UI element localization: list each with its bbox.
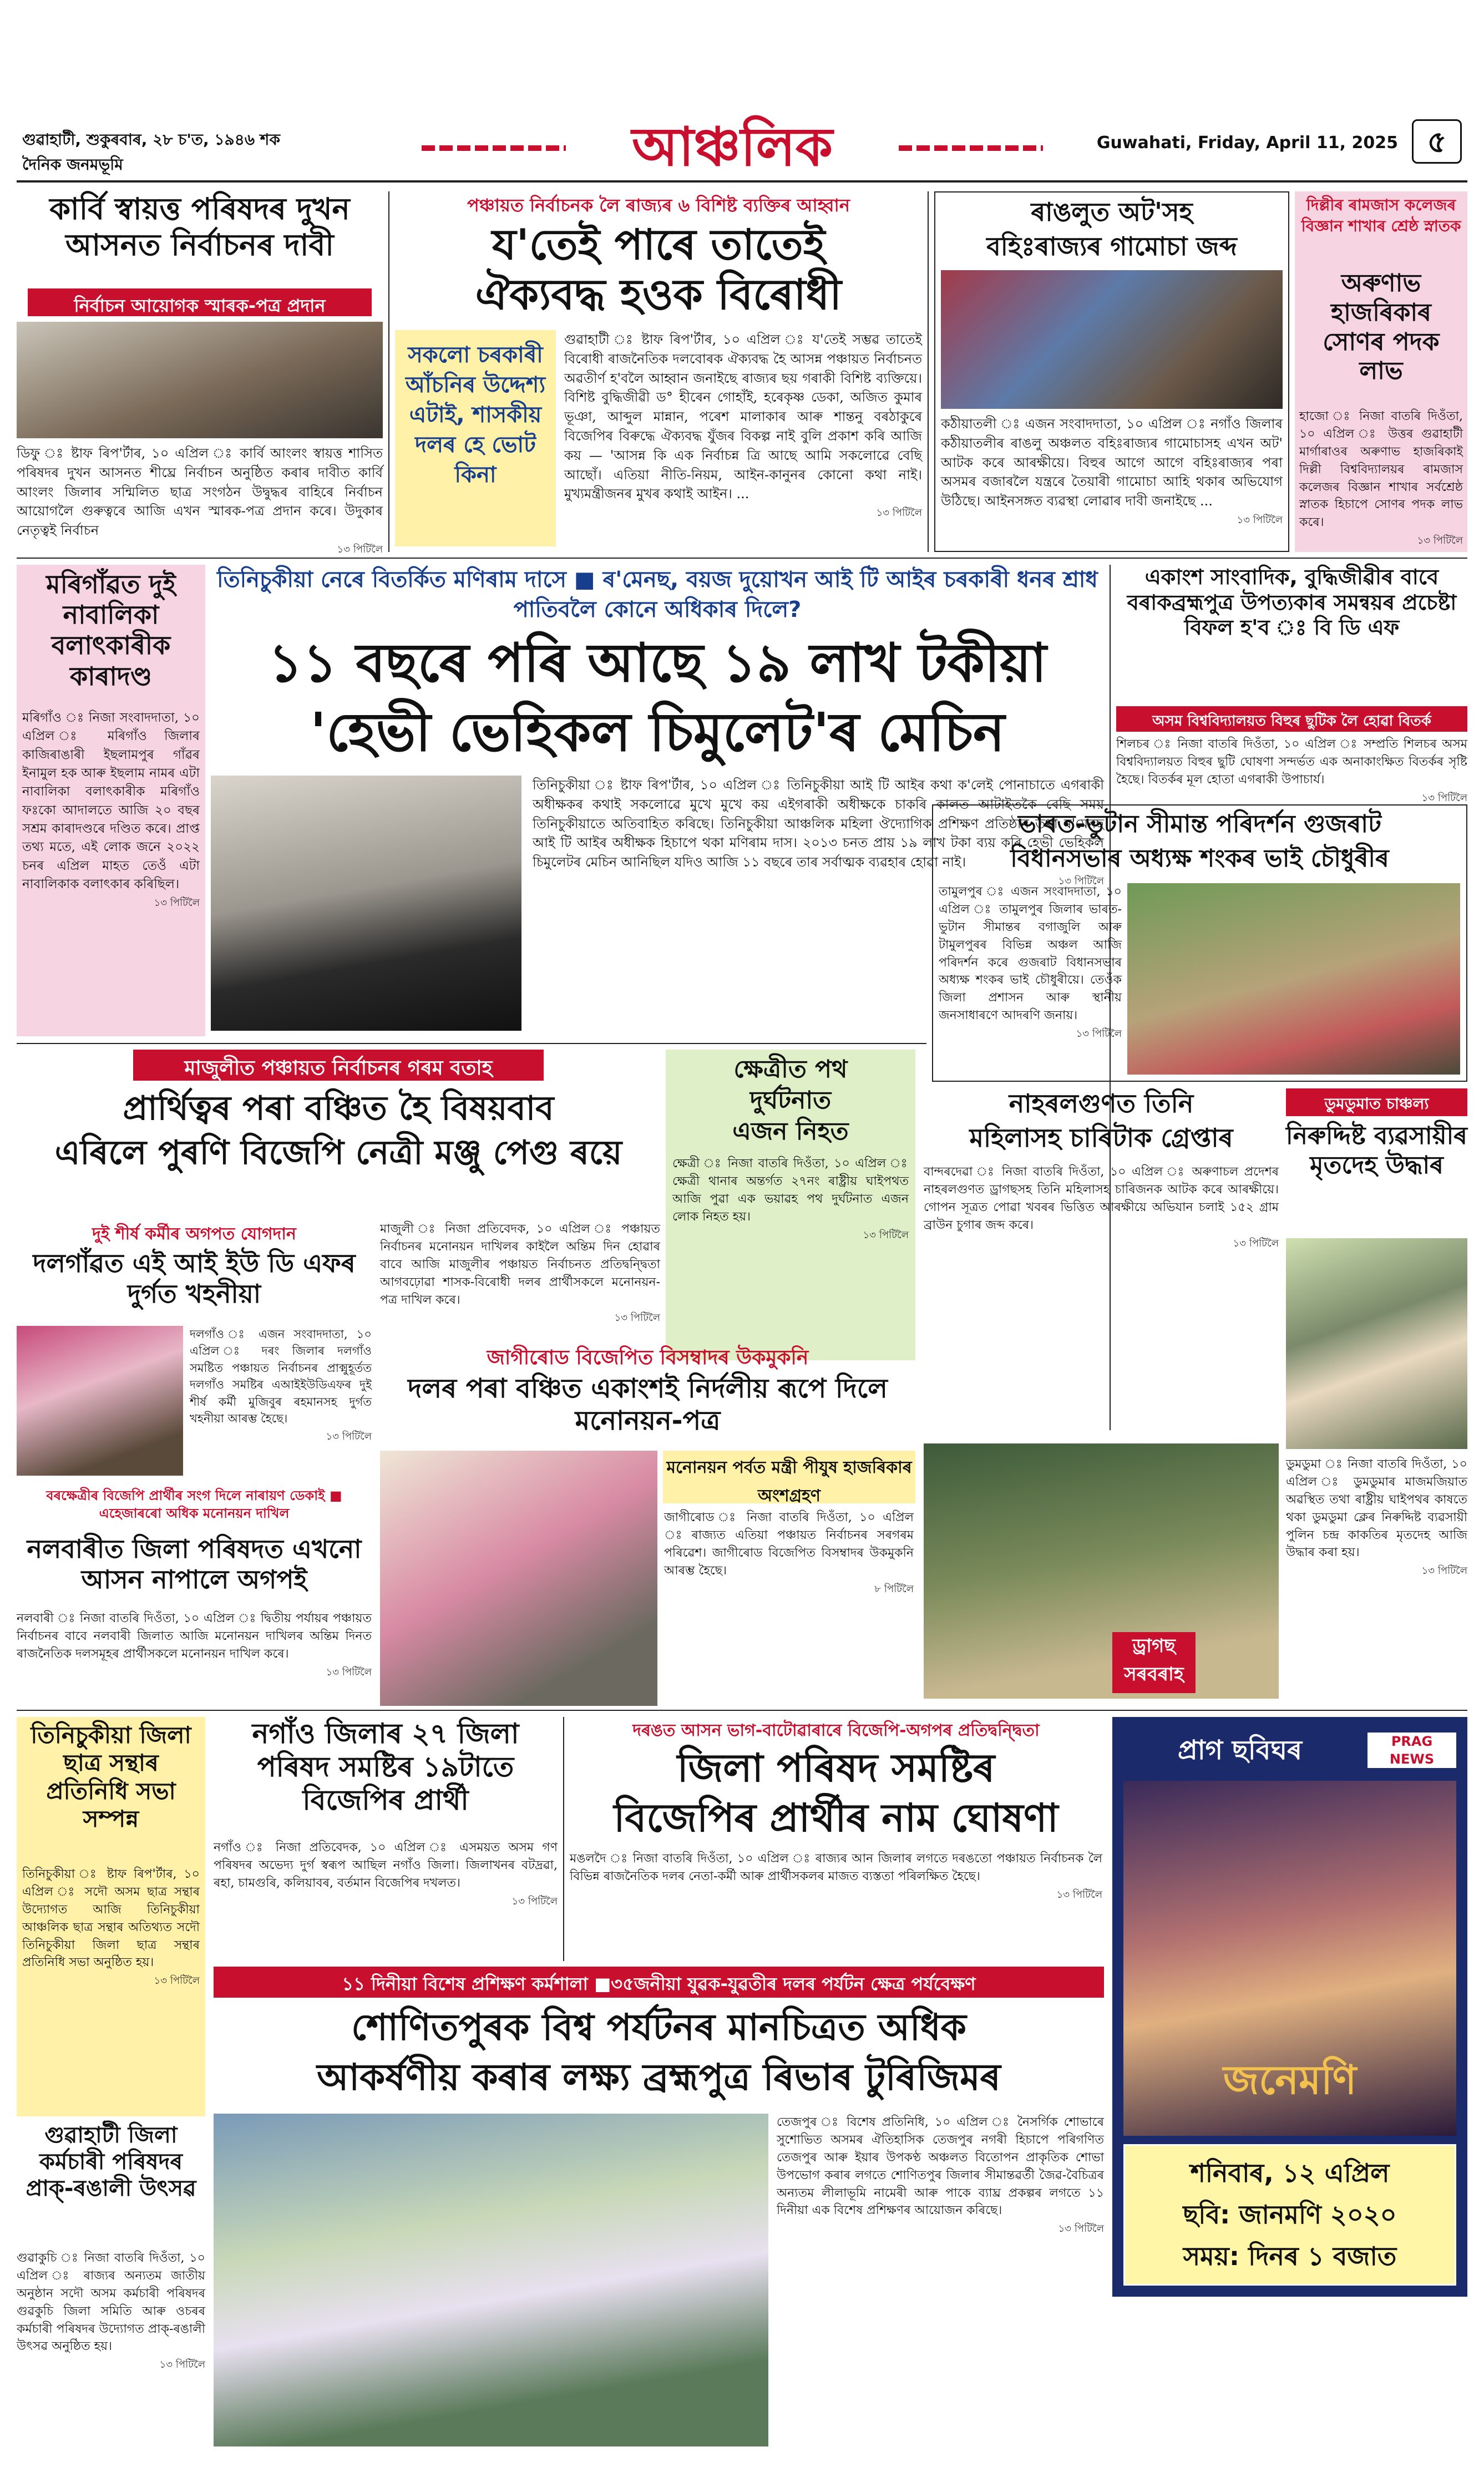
karmachari-body: গুৱাকুচি ঃ নিজা বাতৰি দিওঁতা, ১০ এপ্ৰিল ঃ ৰাজ্যৰ অন্যতম জাতীয় অনুষ্ঠান সদৌ অসম কৰ্মচাৰী পৰিষদৰ গুৱকুচি জিলা সমিতি আৰু ওচৰৰ কৰ্মচাৰী পৰিষদৰ উদ্যোগত প্ৰাক্-ৰঙালী উৎসৱ অনুষ্ঠিত হয়। ১৩ পিটিলৈ (17, 2251, 205, 2371)
arunabh-headline: অৰুণাভ হাজৰিকাৰ সোণৰ পদক লাভ (1323, 269, 1440, 386)
story-bhutan (932, 804, 1467, 1082)
jagiroad-headline: দলৰ পৰা বঞ্চিত একাংশই নিৰ্দলীয় ৰূপে দিলে মনোনয়ন-পত্ৰ (408, 1373, 888, 1436)
ad-show: ছবি: জানমণি ২০২০ (1183, 2200, 1397, 2230)
masthead-title: আঞ্চলিক (631, 116, 833, 178)
dumdooma-headline: নিৰুদ্দিষ্ট ব্যৱসায়ীৰ মৃতদেহ উদ্ধাৰ (1286, 1122, 1467, 1179)
nahar-tag-2: সৰবৰাহ (1124, 1663, 1184, 1685)
training-kicker: ১১ দিনীয়া বিশেষ প্ৰশিক্ষণ কৰ্মশালা ■৩৫জনীয়া যুৱক-যুৱতীৰ দলৰ পৰ্যটন ক্ষেত্ৰ পৰ্যবেক্ষণ (214, 1967, 1104, 1998)
tinsukia-students-headline: তিনিচুকীয়া জিলা ছাত্ৰ সন্থাৰ প্ৰতিনিধি সভা সম্পন্ন (31, 1721, 191, 1833)
nahar-tag (1112, 1632, 1196, 1693)
simulator-body: তিনিচুকীয়া ঃ ষ্টাফ ৰিপ'ৰ্টাৰ, ১০ এপ্ৰিল ঃ তিনিচুকীয়া আই টি আইৰ কথা ক'লেই পোনাচাতে এগৰাকী অধীক্ষকৰ কথাই সকলোৱে মুখে মুখে কয় এইগৰাকী অধীক্ষকে চাকৰি কালত আটাইতকৈ বেছি সময় তিনিচুকীয়াতে অতিবাহিত কৰিছে। তিনিচুকীয়া আঞ্চলিক মহিলা ঔদ্যোগিক প্ৰশিক্ষণ প্ৰতিষ্ঠান তথা ৰ'মেনছ আই টি আইৰ অধীক্ষক হিচাপে থকা মণিৰাম দাস। ২০১৩ চনত প্ৰায় ১৯ লাখ টকা ব্যয় কৰি হেভী ভেহিকল চিমুলেটৰ মেচিন আনিছিল যদিও আজি ১১ বছৰে তাৰ সৰ্বাত্মক ব্যৱহাৰ হোৱা নাই। ১৩ পিটিলৈ (533, 777, 1104, 887)
training-headline-1: শোণিতপুৰক বিশ্ব পৰ্যটনৰ মানচিত্ৰত অধিক (351, 2006, 966, 2049)
training-body: তেজপুৰ ঃ বিশেষ প্ৰতিনিধি, ১০ এপ্ৰিল ঃ নৈসৰ্গিক শোভাৰে সুশোভিত অসমৰ ঐতিহাসিক তেজপুৰ নগৰী হিচাপে পৰিগণিত তেজপুৰ আৰু ইয়াৰ উপকণ্ঠ অঞ্চলত বিতোপন প্ৰাকৃতিক শোভা উপভোগ কৰাৰ লগতে শোণিতপুৰ জিলাৰ সীমান্তৱৰ্তী জৈৱ-বৈচিত্ৰৰ অন্যতম লীলাভূমি নামেৰী আৰু পাকে ব্যাঘ্ৰ প্ৰকল্পৰ লগতে ১১ দিনীয়া এক বিশেষ প্ৰশিক্ষণৰ আয়োজন কৰিছে। ১৩ পিটিলৈ (777, 2115, 1104, 2235)
story-dumdooma (1286, 1088, 1467, 1704)
simulator-headline-2: 'হেভী ভেহিকল চিমুলেট'ৰ মেচিন (310, 701, 1005, 763)
ad-day: শনিবাৰ, ১২ এপ্ৰিল (1190, 2158, 1390, 2188)
story-nagaon-zp (214, 1717, 558, 1961)
row-rule (17, 1710, 1467, 1711)
date-english: Guwahati, Friday, April 11, 2025 (1096, 133, 1398, 153)
darrang-body: মঙলদৈ ঃ নিজা বাতৰি দিওঁতা, ১০ এপ্ৰিল ঃ ৰাজ্যৰ আন জিলাৰ লগতে দৰঙতো পঞ্চায়ত নিৰ্বাচনক লৈ বিভিন্ন ৰাজনৈতিক দলৰ নেতা-কৰ্মী আৰু প্ৰাৰ্থীসকলৰ মাজত ব্যস্ততা পৰিলক্ষিত হৈছে। ১৩ পিটিলৈ (570, 1852, 1102, 1901)
darrang-headline-1: জিলা পৰিষদ সমষ্টিৰ (677, 1745, 995, 1791)
karmachari-headline: গুৱাহাটী জিলা কৰ্মচাৰী পৰিষদৰ প্ৰাক্-ৰঙালী উৎসৱ (26, 2122, 196, 2201)
panchayat-headline-1: য'তেই পাৰে তাতেই (492, 220, 825, 269)
dalgaon-body: দলগাঁও ঃ এজন সংবাদদাতা, ১০ এপ্ৰিল ঃ দৰং জিলাৰ দলগাঁও সমষ্টিত পঞ্চায়ত নিৰ্বাচনৰ প্ৰাক্মুহূৰ্তত দলগাঁও সমষ্টিৰ এআইইউডিএফৰ দুই শীৰ্ষ কৰ্মী মুজিবুৰ ৰহমানসহ দুৰ্গত খহনীয়া আৰম্ভ হৈছে। ১৩ পিটিলৈ (190, 1328, 372, 1442)
story-gamosa (934, 191, 1289, 552)
dalgaon-kicker: দুই শীৰ্ষ কৰ্মীৰ অগপত যোগদান (92, 1224, 296, 1244)
story-morigaon (17, 565, 205, 1036)
row-rule (17, 1043, 926, 1044)
story-darrang (570, 1717, 1102, 1961)
majuli-kicker: মাজুলীত পঞ্চায়ত নিৰ্বাচনৰ গৰম বতাহ (133, 1050, 544, 1081)
bhutan-body: তামুলপুৰ ঃ এজন সংবাদদাতা, ১০ এপ্ৰিল ঃ তামুলপুৰ জিলাৰ ভাৰত-ভুটান সীমান্তৰ বগাজুলি আৰু টামুলপুৰৰ বিভিন্ন অঞ্চল আজি পৰিদৰ্শন কৰে গুজৰাট বিধানসভাৰ অধ্যক্ষ শংকৰ ভাই চৌধুৰীয়ে। তেওঁক জিলা প্ৰশাসন আৰু স্থানীয় জনসাধাৰণে আদৰণি জনায়। ১৩ পিটিলৈ (939, 885, 1122, 1040)
karbi-body: ডিফু ঃ ষ্টাফ ৰিপ'ৰ্টাৰ, ১০ এপ্ৰিল ঃ কাৰ্বি আংলং স্বায়ত্ত শাসিত পৰিষদৰ দুখন আসনত শীঘ্ৰে নিৰ্বাচন অনুষ্ঠিত কৰাৰ দাবীত কাৰ্বি আংলং জিলাৰ সন্মিলিত ছাত্ৰ সংগঠন উদ্বুদ্ধৰ বাহিৰে নিৰ্বাচন আয়োগলৈ গুৰুত্বৰে আজি এখন স্মাৰক-পত্ৰ প্ৰদান কৰে। উদুকাৰ নেতৃত্বই নিৰ্বাচন ১৩ পিটিলৈ (17, 445, 383, 555)
ad-schedule (1123, 2144, 1456, 2286)
gamosa-body: কঠীয়াতলী ঃ এজন সংবাদদাতা, ১০ এপ্ৰিল ঃ নগাঁও জিলাৰ কঠীয়াতলীৰ ৰাঙলু অঞ্চলত বহিঃৰাজ্যৰ গামোচাসহ এখন অট' আটক কৰে আৰক্ষীয়ে। বিহুৰ আগে আগে বহিঃৰাজ্যৰ পৰা অসমৰ বজাৰলৈ যন্ত্ৰৰে তৈয়াৰী গামোচা আহি থকাৰ অভিযোগ উঠিছে। আইনসঙ্গত ব্যৱস্থা লোৱাৰ দাবী জনাইছে ... ১৩ পিটিলৈ (941, 416, 1283, 526)
gamosa-headline-1: ৰাঙলুত অট'সহ (1031, 197, 1193, 227)
training-headline-2: আকৰ্ষণীয় কৰাৰ লক্ষ্য ব্ৰহ্মপুত্ৰ ৰিভাৰ টুৰিজিমৰ (317, 2056, 1001, 2099)
karbi-headline: কাৰ্বি স্বায়ত্ত পৰিষদৰ দুখন আসনত নিৰ্বাচনৰ দাবী (49, 191, 350, 262)
page-number: ৫ (1412, 119, 1462, 164)
story-arunabh (1295, 191, 1467, 552)
ad-film-title: জনেমণি (1223, 2056, 1357, 2103)
ad-logo: PRAG NEWS (1367, 1733, 1456, 1768)
story-training (214, 1967, 1104, 2455)
story-nahar (924, 1088, 1279, 1704)
darrang-headline-2: বিজেপিৰ প্ৰাৰ্থীৰ নাম ঘোষণা (614, 1795, 1058, 1841)
masthead-right-rule (899, 145, 1043, 151)
story-dalgaon (17, 1220, 372, 1481)
majuli-body: মাজুলী ঃ নিজা প্ৰতিবেদক, ১০ এপ্ৰিল ঃ পঞ্চায়ত নিৰ্বাচনৰ মনোনয়ন দাখিলৰ কাইলৈ অন্তিম দিন হোৱাৰ বাবে আজি মাজুলীৰ পঞ্চায়ত নিৰ্বাচনত প্ৰতিদ্বন্দ্বিতা আগবঢ়োৱা শাসক-বিৰোধী দলৰ প্ৰাৰ্থীসকলে মনোনয়ন-পত্ৰ দাখিল কৰে। ১৩ পিটিলৈ (380, 1222, 660, 1324)
jagiroad-kicker: জাগীৰোড বিজেপিত বিসম্বাদৰ উকমুকনি (487, 1346, 809, 1369)
nahar-photo (924, 1443, 1279, 1699)
jagiroad-photo (380, 1451, 657, 1706)
prag-cinema-ad[interactable] (1112, 1717, 1467, 2297)
gamosa-headline-2: বহিঃৰাজ্যৰ গামোচা জব্দ (986, 231, 1237, 261)
bhutan-headline-2: বিধানসভাৰ অধ্যক্ষ শংকৰ ভাই চৌধুৰীৰ (1010, 844, 1389, 873)
simulator-photo (211, 776, 521, 1031)
nahar-headline-2: মহিলাসহ চাৰিটাক গ্ৰেপ্তাৰ (969, 1123, 1233, 1153)
nahar-tag-1: ড্ৰাগছ (1132, 1635, 1176, 1657)
panchayat-headline-2: ঐক্যবদ্ধ হওক বিৰোধী (475, 270, 842, 319)
nalbari-body: নলবাৰী ঃ নিজা বাতৰি দিওঁতা, ১০ এপ্ৰিল ঃ দ্বিতীয় পৰ্যায়ৰ পঞ্চায়ত নিৰ্বাচনৰ বাবে নলবাৰী জিলাত আজি মনোনয়ন দাখিলৰ অন্তিম দিনত ৰাজনৈতিক দলসমূহৰ প্ৰাৰ্থীসকলে মনোনয়ন দাখিল কৰে। ১৩ পিটিলৈ (17, 1612, 372, 1678)
ad-time: সময়: দিনৰ ১ বজাত (1183, 2241, 1397, 2271)
panchayat-kicker: পঞ্চায়ত নিৰ্বাচনক লৈ ৰাজ্যৰ ৬ বিশিষ্ট ব্যক্তিৰ আহ্বান (467, 195, 850, 216)
story-panchayat (395, 191, 922, 552)
story-karmachari (17, 2122, 205, 2455)
story-road (666, 1050, 915, 1360)
morigaon-body: মৰিগাঁও ঃ নিজা সংবাদদাতা, ১০ এপ্ৰিল ঃ মৰিগাঁও জিলাৰ কাজিৰাঙাৰী ইছলামপুৰ গাঁৱৰ ইনামুল হক আৰু ইছলাম নামৰ এটা নাবালিকা বলাৎকাৰীক মৰিগাঁও ফঃকো আদালতে আজি ২০ বছৰ সশ্ৰম কাৰাদণ্ডৰে দণ্ডিত কৰে। প্ৰাপ্ত তথ্য মতে, এই লোক জনে ২০২২ চনৰ এপ্ৰিল মাহত তেওঁ এটা নাবালিকাক বলাৎকাৰ কৰিছিল। ১৩ পিটিলৈ (22, 711, 200, 909)
story-majuli (17, 1050, 660, 1216)
dumdooma-photo (1286, 1238, 1467, 1449)
nagaon-headline: নগাঁও জিলাৰ ২৭ জিলা পৰিষদ সমষ্টিৰ ১৯টাতে বিজেপিৰ প্ৰাৰ্থী (252, 1718, 519, 1816)
simulator-headline-1: ১১ বছৰে পৰি আছে ১৯ লাখ টকীয়া (268, 632, 1047, 694)
karbi-photo (17, 322, 383, 438)
road-headline-1: ক্ষেত্ৰীত পথ (733, 1055, 848, 1083)
panchayat-pull-quote: সকলো চৰকাৰী আঁচনিৰ উদ্দেশ্য এটাই, শাসকীয় দলৰ হে ভোট কিনা (395, 330, 556, 546)
gamosa-photo (941, 270, 1283, 409)
row-rule (17, 558, 1467, 559)
tinsukia-students-body: তিনিচুকীয়া ঃ ষ্টাফ ৰিপ'ৰ্টাৰ, ১০ এপ্ৰিল ঃ সদৌ অসম ছাত্ৰ সন্থাৰ উদ্যোগত আজি তিনিচুকীয়া আঞ্চলিক ছাত্ৰ সন্থাৰ অতিথ্যত সদৌ তিনিচুকীয়া জিলা ছাত্ৰ সন্থাৰ প্ৰতিনিধি সভা অনুষ্ঠিত হয়। ১৩ পিটিলৈ (22, 1867, 200, 1987)
dalgaon-photo (17, 1326, 183, 1476)
story-tinsukia-students (17, 1717, 205, 2116)
road-headline-3: এজন নিহত (732, 1117, 849, 1146)
jagiroad-body: জাগীৰোড ঃ নিজা বাতৰি দিওঁতা, ১০ এপ্ৰিল ঃ ৰাজ্যত এতিয়া পঞ্চায়ত নিৰ্বাচনৰ সৰগৰম পৰিৱেশ। জাগীৰোড বিজেপিত বিসম্বাদৰ উকমুকনি আৰম্ভ হৈছে। ৮ পিটিলৈ (664, 1511, 914, 1595)
panchayat-body: গুৱাহাটী ঃ ষ্টাফ ৰিপ'ৰ্টাৰ, ১০ এপ্ৰিল ঃ য'তেই সম্ভৱ তাতেই বিৰোধী ৰাজনৈতিক দলবোৰক ঐক্যবদ্ধ হৈ আসন্ন পঞ্চায়ত নিৰ্বাচনত অৱতীৰ্ণ হ'বলৈ আহ্বান জনাইছে ৰাজ্যৰ ছয় গৰাকী বিশিষ্ট ব্যক্তিয়ে। বিশিষ্ট বুদ্ধিজীৱী ড° হীৰেন গোহাঁই, হৰেকৃষ্ণ ডেকা, অজিত কুমাৰ ভূঞা, আব্দুল মান্নান, পৰেশ মালাকাৰ আৰু শান্তনু বৰঠাকুৰে বিজেপিৰ বিৰুদ্ধে ঐক্যবদ্ধ যুঁজৰ বিকল্প নাই বুলি প্ৰকাশ কৰি আজি কয় — 'আসন্ন কি এক নিৰ্বাচন্ন ত্ৰি আছে আমি সকলোৱে বেছি আছোঁ। এতিয়া নীতি-নিয়ম, আইন-কানুনৰ কোনো কথা নাই। মুখ্যমন্ত্ৰীজনৰ মুখৰ কথাই আইন। ... ১৩ পিটিলৈ (564, 332, 922, 519)
bdf-subhead: অসম বিশ্ববিদ্যালয়ত বিহুৰ ছুটিক লৈ হোৱা বিতৰ্ক (1116, 706, 1467, 732)
morigaon-headline: মৰিগাঁৱত দুই নাবালিকা বলাৎকাৰীক কাৰাদণ্ড (46, 569, 176, 691)
training-photo (214, 2114, 768, 2446)
nahar-body: বান্দৰদেৱা ঃ নিজা বাতৰি দিওঁতা, ১০ এপ্ৰিল ঃ অৰুণাচল প্ৰদেশৰ নাহৰলগুণত ড্ৰাগছসহ তিনি মহিলাসহ চাৰিজনক আটক কৰে আৰক্ষীয়ে। গোপন সূত্ৰত পোৱা খবৰৰ ভিত্তিত আৰক্ষীয়ে অভিযান চলাই ১৫২ গ্ৰাম ব্ৰাউন চুগাৰ জব্দ কৰে। ১৩ পিটিলৈ (924, 1165, 1279, 1249)
simulator-kicker: তিনিচুকীয়া নেৰে বিতৰ্কিত মণিৰাম দাসে ■ ৰ'মেনছ, বয়জ দুয়োখন আই টি আইৰ চৰকাৰী ধনৰ শ্ৰাধ পাতিবলৈ কোনে অধিকাৰ দিলে? (217, 567, 1098, 622)
story-karbi (17, 191, 383, 555)
nagaon-body: নগাঁও ঃ নিজা প্ৰতিবেদক, ১০ এপ্ৰিল ঃ এসময়ত অসম গণ পৰিষদৰ অভেদ্য দুৰ্গ স্বৰূপ আছিল নগাঁও জিলা। জিলাখনৰ বটদ্ৰৱা, ৰহা, চামগুৰি, কলিয়াবৰ, বৰ্তমান বিজেপিৰ দখলত। ১৩ পিটিলৈ (214, 1841, 558, 1907)
date-bengali: গুৱাহাটী, শুকুৰবাৰ, ২৮ চ'ত, ১৯৪৬ শক (22, 130, 280, 149)
darrang-kicker: দৰঙত আসন ভাগ-বাটোৱাৰাৰে বিজেপি-অগপৰ প্ৰতিদ্বন্দ্বিতা (632, 1721, 1040, 1740)
road-body: ক্ষেত্ৰী ঃ নিজা বাতৰি দিওঁতা, ১০ এপ্ৰিল ঃ ক্ষেত্ৰী থানাৰ অন্তৰ্গত ২৭নং ৰাষ্ট্ৰীয় ঘাইপথত আজি পুৱা এক ভয়াৱহ পথ দুৰ্ঘটনাত এজন লোক নিহত হয়। ১৩ পিটিলৈ (672, 1157, 909, 1241)
nalbari-headline: নলবাৰীত জিলা পৰিষদত এখনো আসন নাপালে অগপই (27, 1534, 362, 1595)
sister-paper: দৈনিক জনমভূমি (22, 155, 123, 174)
bdf-headline: একাংশ সাংবাদিক, বুদ্ধিজীৱীৰ বাবে বৰাকব্ৰহ্মপুত্ৰ উপত্যকাৰ সমন্বয়ৰ প্ৰচেষ্টা বিফল হ'ব ঃ বি ডি এফ (1127, 565, 1457, 640)
ad-title: প্ৰাগ ছবিঘৰ (1177, 1735, 1303, 1766)
dalgaon-headline: দলগাঁৱত এই আই ইউ ডি এফৰ দুৰ্গত খহনীয়া (33, 1248, 356, 1309)
story-jagiroad (380, 1343, 915, 1709)
arunabh-kicker: দিল্লীৰ ৰামজাস কলেজৰ বিজ্ঞান শাখাৰ শ্ৰেষ্ঠ স্নাতক (1301, 196, 1461, 235)
majuli-headline-2: এৰিলে পুৰণি বিজেপি নেত্ৰী মঞ্জু পেগু ৰয়ে (54, 1133, 622, 1172)
story-nagaon (214, 0, 558, 244)
jagiroad-side: মনোনয়ন পৰ্বত মন্ত্ৰী পীযুষ হাজৰিকাৰ অংশগ্ৰহণ (663, 1451, 915, 1503)
bhutan-photo (1127, 883, 1460, 1075)
story-bdf (1116, 565, 1467, 804)
nahar-headline-1: নাহৰলগুণত তিনি (1009, 1088, 1194, 1118)
majuli-headline-1: প্ৰাৰ্থিত্বৰ পৰা বঞ্চিত হৈ বিষয়বাব (123, 1089, 554, 1128)
column-rule (563, 1717, 564, 1961)
road-headline-2: দুৰ্ঘটনাত (749, 1086, 832, 1115)
column-rule (388, 191, 389, 552)
bhutan-headline-1: ভাৰত-ভুটান সীমান্ত পৰিদৰ্শন গুজৰাট (1017, 810, 1382, 838)
arunabh-body: হাজো ঃ নিজা বাতৰি দিওঁতা, ১০ এপ্ৰিল ঃ উত্তৰ গুৱাহাটী মাৰ্গাৰাওৰ অৰুণাভ হাজৰিকাই দিল্লী বিশ্ববিদ্যালয়ৰ ৰামজাস কলেজৰ বিজ্ঞান শাখাৰ সৰ্বশ্ৰেষ্ঠ স্নাতক হিচাপে সোণৰ পদক লাভ কৰে। ১৩ পিটিলৈ (1299, 409, 1463, 547)
nalbari-kicker: বৰক্ষেত্ৰীৰ বিজেপি প্ৰাৰ্থীৰ সংগ দিলে নাৰায়ণ ডেকাই ■ এহেজাৰৰো অধিক মনোনয়ন দাখিল (46, 1488, 342, 1522)
story-nalbari (17, 1487, 372, 1698)
column-rule (928, 191, 929, 552)
dumdooma-kicker: ডুমডুমাত চাঞ্চল্য (1286, 1088, 1467, 1116)
bdf-body: শিলচৰ ঃ নিজা বাতৰি দিওঁতা, ১০ এপ্ৰিল ঃ সম্প্ৰতি শিলচৰ অসম বিশ্ববিদ্যালয়ত বিহুৰ ছুটি ঘোষণা সন্দৰ্ভত এক অনাকাংক্ষিত বিতৰ্কৰ সৃষ্টি হৈছে। বিতৰ্কৰ মূল হোতা এগৰাকী উপাচাৰ্য। ১৩ পিটিলৈ (1116, 737, 1467, 804)
dumdooma-body: ডুমডুমা ঃ নিজা বাতৰি দিওঁতা, ১০ এপ্ৰিল ঃ ডুমডুমাৰ মাজমজিয়াত অৱস্থিত তথা ৰাষ্ট্ৰীয় ঘাইপথৰ কাষতে থকা ডুমডুমা ক্লেৰ নিৰুদ্দিষ্ট ব্যৱসায়ী পুলিন চন্দ্ৰ কাকতিৰ মৃতদেহ আজি উদ্ধাৰ কৰা হয়। ১৩ পিটিলৈ (1286, 1457, 1467, 1577)
karbi-subhead: নিৰ্বাচন আয়োগক স্মাৰক-পত্ৰ প্ৰদান (28, 288, 372, 316)
